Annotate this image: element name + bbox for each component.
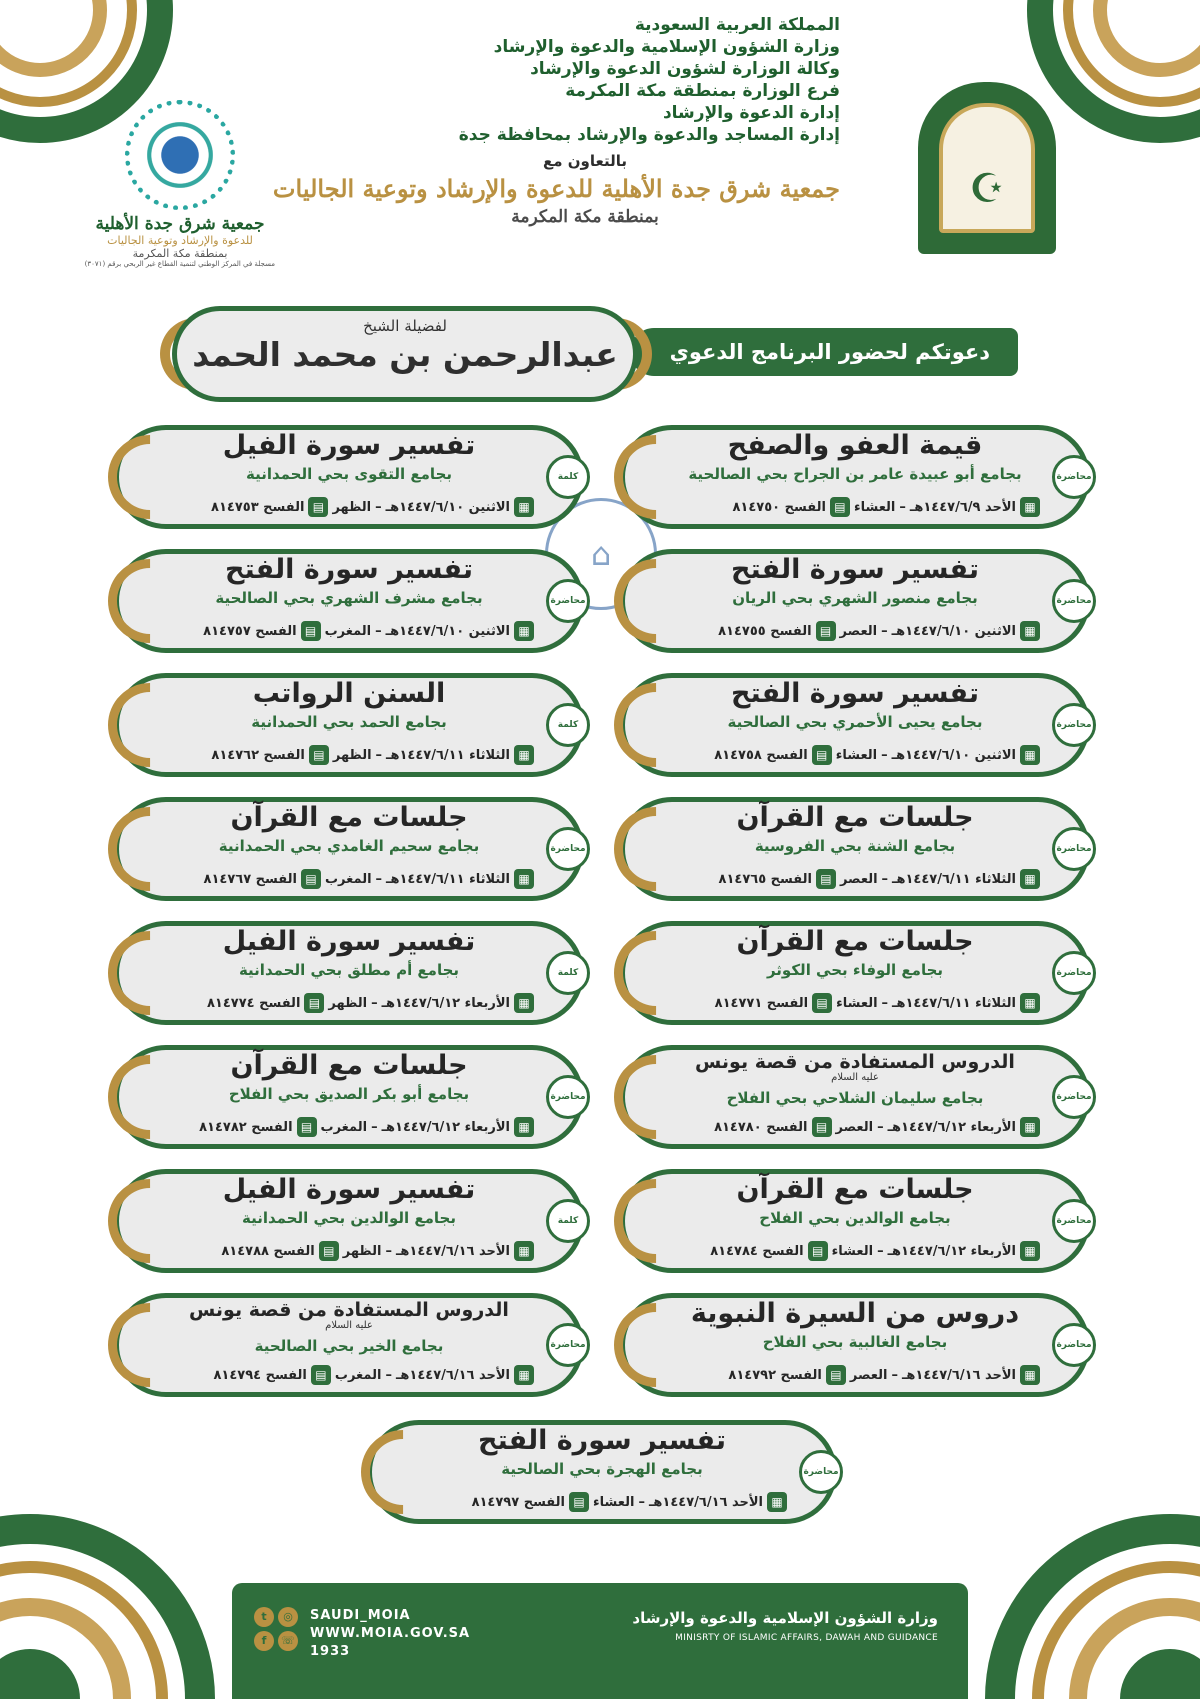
website-link[interactable]: WWW.MOIA.GOV.SA — [310, 1626, 471, 1641]
event-info — [664, 621, 1040, 641]
footer-contacts — [310, 1607, 470, 1661]
event-info — [158, 1365, 534, 1385]
event-card — [114, 1169, 584, 1273]
event-prayer: الظهر — [342, 1243, 382, 1259]
event-date: الأحد ١٤٤٧/٦/١٦هـ — [901, 1367, 1016, 1383]
header-line: المملكة العربية السعودية — [634, 15, 840, 35]
event-info — [158, 1117, 534, 1137]
event-info — [664, 1117, 1040, 1137]
event-separator: – — [371, 995, 378, 1011]
event-separator: – — [877, 1243, 884, 1259]
ministry-logo-arch — [939, 103, 1035, 233]
event-separator: – — [877, 1119, 884, 1135]
event-date: الاثنين ١٤٤٧/٦/١٠هـ — [891, 747, 1016, 763]
event-prayer: المغرب — [324, 623, 372, 639]
event-title: تفسير سورة الفتح — [478, 1425, 726, 1456]
event-separator: – — [891, 1367, 898, 1383]
event-card — [620, 797, 1090, 901]
sheikh-name: عبدالرحمن بن محمد الحمد — [192, 335, 618, 374]
event-prayer: العصر — [849, 1367, 888, 1383]
event-permit-code: الفسح ٨١٤٧٦٥ — [718, 871, 812, 887]
calendar-icon: ▦ — [1020, 1241, 1040, 1261]
calendar-icon: ▦ — [514, 869, 534, 889]
event-separator: – — [375, 871, 383, 887]
event-type-badge: محاضرة — [1052, 455, 1096, 499]
event-date: الأحد ١٤٤٧/٦/١٦هـ — [648, 1494, 763, 1510]
calendar-icon: ▦ — [1020, 497, 1040, 517]
event-mosque: بجامع سحيم الغامدي بحي الحمدانية — [218, 837, 480, 855]
calendar-icon: ▦ — [1020, 993, 1040, 1013]
event-separator: – — [899, 499, 906, 515]
event-info — [664, 1241, 1040, 1261]
event-card — [620, 673, 1090, 777]
event-card — [114, 797, 584, 901]
event-permit-code: الفسح ٨١٤٧٩٢ — [728, 1367, 822, 1383]
event-date: الاثنين ١٤٤٧/٦/١٠هـ — [891, 623, 1016, 639]
event-permit-code: الفسح ٨١٤٧٨٤ — [710, 1243, 804, 1259]
header-block — [272, 14, 840, 228]
event-type-badge: محاضرة — [546, 579, 590, 623]
event-separator: – — [881, 871, 889, 887]
association-logo-line2: للدعوة والإرشاد وتوعية الجاليات — [107, 234, 253, 247]
cooperation-label: بالتعاون مع — [542, 152, 627, 170]
event-title: السنن الرواتب — [252, 678, 446, 709]
globe-emblem-icon — [125, 100, 235, 210]
event-prayer: العشاء — [853, 499, 896, 515]
document-icon: ▤ — [812, 745, 832, 765]
event-separator: – — [375, 499, 382, 515]
event-separator: – — [638, 1494, 645, 1510]
document-icon: ▤ — [301, 621, 321, 641]
footer-ministry — [632, 1609, 938, 1643]
document-icon: ▤ — [309, 745, 329, 765]
event-title: تفسير سورة الفيل — [222, 430, 476, 461]
event-type-badge: محاضرة — [1052, 703, 1096, 747]
event-date: الثلاثاء ١٤٤٧/٦/١١هـ — [386, 871, 510, 887]
calendar-icon: ▦ — [1020, 869, 1040, 889]
event-card — [367, 1420, 837, 1524]
event-date: الثلاثاء ١٤٤٧/٦/١١هـ — [892, 995, 1016, 1011]
header-line: إدارة المساجد والدعوة والإرشاد بمحافظة جدة — [458, 125, 840, 145]
event-separator: – — [375, 747, 383, 763]
document-icon: ▤ — [826, 1365, 846, 1385]
calendar-icon: ▦ — [1020, 745, 1040, 765]
event-card — [620, 1045, 1090, 1149]
event-type-badge: محاضرة — [1052, 1323, 1096, 1367]
event-card — [114, 921, 584, 1025]
social-icons — [254, 1607, 300, 1651]
event-card — [620, 921, 1090, 1025]
invitation-banner: دعوتكم لحضور البرنامج الدعوي — [630, 328, 1018, 376]
event-date: الثلاثاء ١٤٤٧/٦/١١هـ — [386, 747, 510, 763]
event-info — [664, 993, 1040, 1013]
document-icon: ▤ — [304, 993, 324, 1013]
corner-ornament-bottom-right — [940, 1470, 1200, 1699]
event-title: الدروس المستفادة من قصة يونس — [695, 1051, 1015, 1073]
event-card — [620, 425, 1090, 529]
calendar-icon: ▦ — [514, 1365, 534, 1385]
event-info — [158, 993, 534, 1013]
event-prayer: المغرب — [334, 1367, 382, 1383]
association-logo-line3: بمنطقة مكة المكرمة — [132, 247, 228, 260]
event-card — [114, 1045, 584, 1149]
event-prayer: العشاء — [831, 1243, 874, 1259]
event-type-badge: كلمة — [546, 455, 590, 499]
event-mosque: بجامع يحيى الأحمري بحي الصالحية — [727, 713, 983, 731]
event-prayer: الظهر — [332, 747, 372, 763]
event-prayer: العصر — [835, 1119, 874, 1135]
office-stamp-icon: ⌂ — [545, 498, 657, 610]
event-type-badge: محاضرة — [1052, 827, 1096, 871]
event-mosque: بجامع الوالدين بحي الفلاح — [759, 1209, 951, 1227]
event-type-badge: محاضرة — [1052, 1199, 1096, 1243]
event-title: دروس من السيرة النبوية — [690, 1298, 1020, 1329]
event-permit-code: الفسح ٨١٤٧٥٨ — [714, 747, 808, 763]
event-info — [158, 621, 534, 641]
ministry-name-ar: وزارة الشؤون الإسلامية والدعوة والإرشاد — [632, 1609, 938, 1627]
event-title: تفسير سورة الفتح — [731, 554, 979, 585]
event-type-badge: كلمة — [546, 703, 590, 747]
association-region: بمنطقة مكة المكرمة — [511, 207, 659, 227]
event-type-badge: محاضرة — [1052, 1075, 1096, 1119]
document-icon: ▤ — [816, 621, 836, 641]
event-prayer: العشاء — [836, 995, 878, 1011]
event-card — [114, 425, 584, 529]
document-icon: ▤ — [319, 1241, 339, 1261]
event-title: الدروس المستفادة من قصة يونس — [189, 1299, 509, 1321]
document-icon: ▤ — [812, 1117, 832, 1137]
event-title: تفسير سورة الفيل — [222, 926, 476, 957]
event-prayer: المغرب — [324, 871, 372, 887]
event-title-note: عليه السلام — [831, 1072, 879, 1083]
document-icon: ▤ — [830, 497, 850, 517]
event-prayer: الظهر — [332, 499, 372, 515]
event-card — [114, 673, 584, 777]
calendar-icon: ▦ — [514, 1241, 534, 1261]
event-type-badge: محاضرة — [1052, 951, 1096, 995]
event-mosque: بجامع أبو بكر الصديق بحي الفلاح — [228, 1085, 470, 1103]
event-mosque: بجامع الغالبية بحي الفلاح — [762, 1333, 948, 1351]
event-info — [158, 497, 534, 517]
event-permit-code: الفسح ٨١٤٧٩٤ — [213, 1367, 307, 1383]
event-permit-code: الفسح ٨١٤٧٧١ — [714, 995, 809, 1011]
event-date: الأحد ١٤٤٧/٦/٩هـ — [909, 499, 1016, 515]
event-info — [664, 1365, 1040, 1385]
event-date: الأربعاء ١٤٤٧/٦/١٢هـ — [381, 995, 510, 1011]
event-prayer: العصر — [839, 871, 878, 887]
event-date: الأحد ١٤٤٧/٦/١٦هـ — [395, 1367, 510, 1383]
event-info — [664, 497, 1040, 517]
calendar-icon: ▦ — [1020, 1365, 1040, 1385]
event-separator: – — [881, 623, 888, 639]
calendar-icon: ▦ — [767, 1492, 787, 1512]
document-icon: ▤ — [808, 1241, 828, 1261]
event-separator: – — [881, 995, 889, 1011]
event-prayer: المغرب — [320, 1119, 368, 1135]
event-type-badge: كلمة — [546, 1199, 590, 1243]
event-type-badge: محاضرة — [546, 1075, 590, 1119]
association-logo-name: جمعية شرق جدة الأهلية — [95, 214, 265, 234]
event-title: جلسات مع القرآن — [736, 1174, 974, 1205]
twitter-icon[interactable]: t — [254, 1607, 274, 1627]
calendar-icon: ▦ — [514, 497, 534, 517]
event-title: تفسير سورة الفتح — [225, 554, 473, 585]
event-type-badge: محاضرة — [1052, 579, 1096, 623]
document-icon: ▤ — [816, 869, 836, 889]
event-title: جلسات مع القرآن — [736, 802, 974, 833]
event-mosque: بجامع الخير بحي الصالحية — [254, 1337, 444, 1355]
phone-number[interactable]: 1933 — [310, 1644, 351, 1659]
event-date: الأربعاء ١٤٤٧/٦/١٢هـ — [887, 1119, 1016, 1135]
calendar-icon: ▦ — [1020, 621, 1040, 641]
event-card — [620, 549, 1090, 653]
event-type-badge: محاضرة — [799, 1450, 843, 1494]
event-permit-code: الفسح ٨١٤٧٥٣ — [211, 499, 305, 515]
event-info — [158, 1241, 534, 1261]
event-mosque: بجامع منصور الشهري بحي الريان — [732, 589, 978, 607]
corner-ornament-bottom-left — [0, 1470, 260, 1699]
event-date: الأربعاء ١٤٤٧/٦/١٢هـ — [887, 1243, 1016, 1259]
event-card — [114, 1293, 584, 1397]
calendar-icon: ▦ — [1020, 1117, 1040, 1137]
event-mosque: بجامع الوفاء بحي الكوثر — [766, 961, 944, 979]
sheikh-name-pill — [172, 306, 638, 402]
sheikh-title: لفضيلة الشيخ — [363, 317, 447, 335]
event-title: جلسات مع القرآن — [230, 1050, 468, 1081]
event-separator: – — [371, 1119, 378, 1135]
event-permit-code: الفسح ٨١٤٧٩٧ — [471, 1494, 565, 1510]
event-date: الأربعاء ١٤٤٧/٦/١٢هـ — [381, 1119, 510, 1135]
event-date: الأحد ١٤٤٧/٦/١٦هـ — [395, 1243, 510, 1259]
event-mosque: بجامع الشنة بحي الفروسية — [754, 837, 956, 855]
event-mosque: بجامع أم مطلق بحي الحمدانية — [238, 961, 460, 979]
event-info — [411, 1492, 787, 1512]
event-info — [664, 745, 1040, 765]
event-permit-code: الفسح ٨١٤٧٦٢ — [211, 747, 305, 763]
event-title: جلسات مع القرآن — [230, 802, 468, 833]
ministry-logo — [918, 82, 1056, 254]
event-title: جلسات مع القرآن — [736, 926, 974, 957]
social-handle[interactable]: SAUDI_MOIA — [310, 1608, 411, 1623]
event-separator: – — [881, 747, 888, 763]
event-card — [620, 1293, 1090, 1397]
document-icon: ▤ — [308, 497, 328, 517]
calendar-icon: ▦ — [514, 993, 534, 1013]
header-line: وزارة الشؤون الإسلامية والدعوة والإرشاد — [493, 37, 840, 57]
document-icon: ▤ — [569, 1492, 589, 1512]
calendar-icon: ▦ — [514, 621, 534, 641]
event-permit-code: الفسح ٨١٤٧٨٨ — [221, 1243, 315, 1259]
event-mosque: بجامع سليمان الشلاحي بحي الفلاح — [726, 1089, 984, 1107]
header-line: وكالة الوزارة لشؤون الدعوة والإرشاد — [530, 59, 840, 79]
event-title-note: عليه السلام — [325, 1320, 373, 1331]
palm-swords-quran-icon: ☪ — [969, 166, 1005, 212]
event-separator: – — [385, 1367, 392, 1383]
event-mosque: بجامع التقوى بحي الحمدانية — [245, 465, 453, 483]
event-mosque: بجامع الهجرة بحي الصالحية — [501, 1460, 703, 1478]
event-permit-code: الفسح ٨١٤٧٨٢ — [199, 1119, 293, 1135]
event-prayer: العشاء — [835, 747, 878, 763]
event-mosque: بجامع الوالدين بحي الحمدانية — [242, 1209, 456, 1227]
association-logo — [85, 100, 275, 268]
event-info — [158, 869, 534, 889]
event-permit-code: الفسح ٨١٤٧٦٧ — [203, 871, 297, 887]
event-mosque: بجامع الحمد بحي الحمدانية — [251, 713, 447, 731]
document-icon: ▤ — [301, 869, 321, 889]
event-info — [158, 745, 534, 765]
phone-icon[interactable]: ☏ — [278, 1631, 298, 1651]
document-icon: ▤ — [311, 1365, 331, 1385]
calendar-icon: ▦ — [514, 1117, 534, 1137]
event-mosque: بجامع مشرف الشهري بحي الصالحية — [215, 589, 483, 607]
footer-bar — [232, 1583, 968, 1699]
event-separator: – — [375, 623, 382, 639]
event-separator: – — [385, 1243, 392, 1259]
event-permit-code: الفسح ٨١٤٧٨٠ — [714, 1119, 808, 1135]
association-name: جمعية شرق جدة الأهلية للدعوة والإرشاد وتوعية الجاليات — [272, 174, 840, 203]
event-card — [114, 549, 584, 653]
event-permit-code: الفسح ٨١٤٧٧٤ — [206, 995, 301, 1011]
event-mosque: بجامع أبو عبيدة عامر بن الجراح بحي الصالحية — [688, 465, 1022, 483]
event-title: تفسير سورة الفتح — [731, 678, 979, 709]
event-date: الاثنين ١٤٤٧/٦/١٠هـ — [385, 499, 510, 515]
event-title: تفسير سورة الفيل — [222, 1174, 476, 1205]
event-prayer: العشاء — [593, 1494, 635, 1510]
event-permit-code: الفسح ٨١٤٧٥٧ — [203, 623, 297, 639]
event-permit-code: الفسح ٨١٤٧٥٥ — [718, 623, 812, 639]
event-permit-code: الفسح ٨١٤٧٥٠ — [732, 499, 826, 515]
facebook-icon[interactable]: f — [254, 1631, 274, 1651]
calendar-icon: ▦ — [514, 745, 534, 765]
event-type-badge: محاضرة — [546, 1323, 590, 1367]
event-date: الاثنين ١٤٤٧/٦/١٠هـ — [385, 623, 510, 639]
header-line: فرع الوزارة بمنطقة مكة المكرمة — [565, 81, 840, 101]
association-logo-registration: مسجلة في المركز الوطني لتنمية القطاع غير الربحي برقم (٣٠٧١) — [84, 260, 275, 268]
event-title: قيمة العفو والصفح — [727, 430, 983, 461]
event-date: الثلاثاء ١٤٤٧/٦/١١هـ — [892, 871, 1016, 887]
event-type-badge: محاضرة — [546, 827, 590, 871]
event-card — [620, 1169, 1090, 1273]
event-prayer: العصر — [839, 623, 878, 639]
event-prayer: الظهر — [328, 995, 368, 1011]
document-icon: ▤ — [297, 1117, 317, 1137]
header-line: إدارة الدعوة والإرشاد — [662, 103, 840, 123]
ministry-name-en: MINISRTY OF ISLAMIC AFFAIRS, DAWAH AND GUIDANCE — [675, 1633, 938, 1643]
event-info — [664, 869, 1040, 889]
event-type-badge: كلمة — [546, 951, 590, 995]
document-icon: ▤ — [812, 993, 832, 1013]
instagram-icon[interactable]: ◎ — [278, 1607, 298, 1627]
